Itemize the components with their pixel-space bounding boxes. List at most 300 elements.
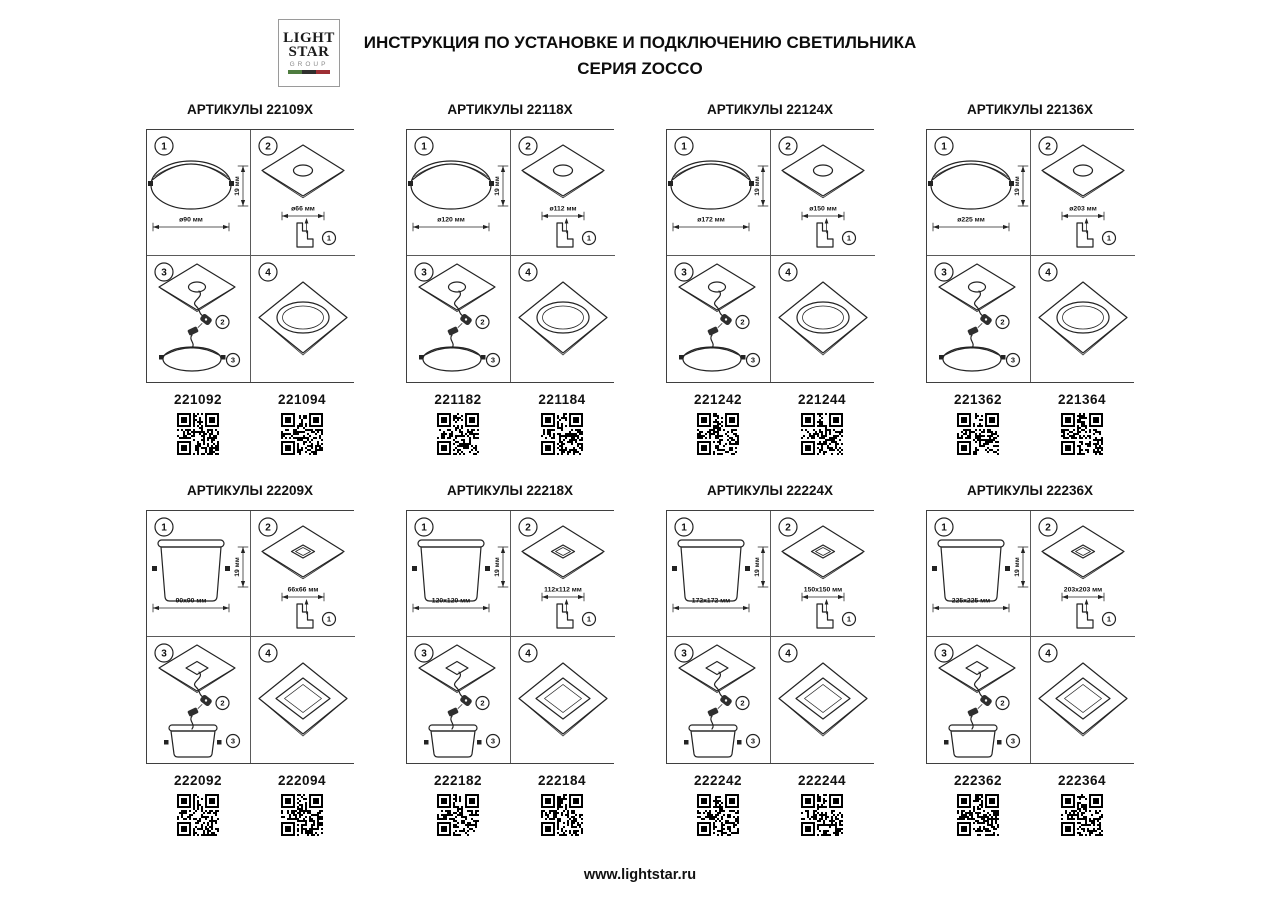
fixture-profile-icon xyxy=(147,511,251,637)
svg-text:90x90 мм: 90x90 мм xyxy=(175,597,207,605)
round-fixture-small xyxy=(939,347,1006,371)
ceiling-thickness-icon xyxy=(1077,218,1093,247)
svg-text:1: 1 xyxy=(681,141,687,153)
steps-grid xyxy=(146,510,354,764)
cutout-dimension xyxy=(802,206,844,221)
square-fixture-drawing xyxy=(932,540,1010,601)
product-panel xyxy=(666,102,874,457)
square-hole xyxy=(292,545,315,558)
article-number: 222184 xyxy=(537,773,587,788)
installed-fixture-icon xyxy=(251,637,355,763)
step-cell-4 xyxy=(511,637,615,763)
svg-text:112x112 мм: 112x112 мм xyxy=(544,586,582,594)
qr-code xyxy=(435,411,481,457)
article-right xyxy=(770,773,874,838)
wiring-diagram-icon xyxy=(927,637,1031,763)
cutout-dimension xyxy=(802,587,844,602)
wire-plug xyxy=(967,326,979,336)
wire-upper xyxy=(195,291,203,316)
panel-title: АРТИКУЛЫ 22224X xyxy=(707,483,833,498)
installed-fixture-icon xyxy=(771,256,875,382)
step-cell-1 xyxy=(667,130,771,256)
height-dimension xyxy=(494,547,508,587)
step-cell-1 xyxy=(407,130,511,256)
logo-text-light: LIGHT xyxy=(283,29,335,46)
ceiling-thickness-icon xyxy=(817,218,833,247)
qr-code xyxy=(175,792,221,838)
ceiling-thickness-icon xyxy=(817,599,833,628)
svg-text:1: 1 xyxy=(586,233,592,243)
ceiling-cutout-icon xyxy=(251,130,355,256)
wire-lower xyxy=(451,716,453,729)
round-fixture-drawing xyxy=(668,161,754,209)
step-cell-4 xyxy=(1031,637,1135,763)
round-hole xyxy=(814,165,833,176)
installed-fixture-icon xyxy=(511,637,615,763)
wiring-diagram-icon xyxy=(407,256,511,382)
svg-text:150x150 мм: 150x150 мм xyxy=(803,586,843,594)
installed-fixture-icon xyxy=(771,637,875,763)
wire-upper xyxy=(195,672,203,697)
article-left xyxy=(666,773,770,838)
svg-text:3: 3 xyxy=(941,267,947,279)
step-cell-2 xyxy=(1031,511,1135,637)
article-right xyxy=(1030,773,1134,838)
round-hole xyxy=(554,165,573,176)
installed-round xyxy=(537,302,589,333)
article-right xyxy=(250,773,354,838)
round-hole xyxy=(294,165,313,176)
wire-plug xyxy=(447,707,459,717)
article-number: 221094 xyxy=(277,392,327,407)
svg-text:1: 1 xyxy=(421,141,427,153)
svg-text:ø172 мм: ø172 мм xyxy=(697,216,725,224)
round-fixture-small xyxy=(159,347,226,371)
wire-lower xyxy=(971,716,973,729)
width-dimension xyxy=(413,217,489,232)
ceiling-thickness-icon xyxy=(1077,599,1093,628)
fixture-profile-icon xyxy=(407,130,511,256)
svg-text:2: 2 xyxy=(220,317,225,327)
wire-lower xyxy=(711,335,713,348)
qr-code xyxy=(435,792,481,838)
height-dimension xyxy=(754,166,768,206)
round-fixture-drawing xyxy=(408,161,494,209)
width-dimension xyxy=(153,598,229,613)
article-list xyxy=(666,773,874,838)
svg-text:1: 1 xyxy=(1106,233,1112,243)
article-right xyxy=(510,392,614,457)
steps-grid xyxy=(146,129,354,383)
step-cell-2 xyxy=(511,511,615,637)
svg-text:3: 3 xyxy=(490,355,496,365)
wire-plug xyxy=(447,326,459,336)
ceiling-thickness-icon xyxy=(557,218,573,247)
height-dimension xyxy=(494,166,508,206)
svg-text:1: 1 xyxy=(421,522,427,534)
svg-text:ø112 мм: ø112 мм xyxy=(549,205,577,213)
step-cell-1 xyxy=(147,511,251,637)
product-panel xyxy=(406,483,614,838)
svg-text:ø90 мм: ø90 мм xyxy=(179,216,203,224)
svg-text:2: 2 xyxy=(740,698,745,708)
svg-text:2: 2 xyxy=(740,317,745,327)
width-dimension xyxy=(673,217,749,232)
ceiling-cutout-icon xyxy=(511,511,615,637)
product-panel xyxy=(926,483,1134,838)
step-cell-1 xyxy=(927,511,1031,637)
svg-text:19 мм: 19 мм xyxy=(754,176,761,196)
svg-text:2: 2 xyxy=(480,317,485,327)
article-number: 222094 xyxy=(277,773,327,788)
step-cell-2 xyxy=(251,511,355,637)
step-cell-4 xyxy=(511,256,615,382)
article-number: 221092 xyxy=(173,392,223,407)
wiring-diagram-icon xyxy=(927,256,1031,382)
round-fixture-drawing xyxy=(148,161,234,209)
svg-text:ø120 мм: ø120 мм xyxy=(437,216,465,224)
svg-text:19 мм: 19 мм xyxy=(1014,176,1021,196)
article-left xyxy=(406,773,510,838)
square-fixture-small xyxy=(424,725,482,757)
installed-fixture-icon xyxy=(1031,637,1135,763)
step-cell-1 xyxy=(667,511,771,637)
width-dimension xyxy=(413,598,489,613)
svg-text:2: 2 xyxy=(265,522,271,534)
square-fixture-small xyxy=(944,725,1002,757)
article-number: 222364 xyxy=(1057,773,1107,788)
svg-text:3: 3 xyxy=(681,267,687,279)
svg-text:120x120 мм: 120x120 мм xyxy=(431,597,471,605)
svg-text:1: 1 xyxy=(326,614,332,624)
footer-url: www.lightstar.ru xyxy=(583,867,697,883)
qr-code xyxy=(955,792,1001,838)
qr-code xyxy=(695,411,741,457)
qr-code xyxy=(955,411,1001,457)
width-dimension xyxy=(153,217,229,232)
article-list xyxy=(146,773,354,838)
wiring-diagram-icon xyxy=(407,637,511,763)
wire-upper xyxy=(975,672,983,697)
cutout-dimension xyxy=(1062,587,1104,602)
wire-lower xyxy=(191,716,193,729)
wire-upper xyxy=(715,291,723,316)
article-number: 221184 xyxy=(538,392,586,407)
svg-text:3: 3 xyxy=(421,267,427,279)
article-left xyxy=(146,773,250,838)
wiring-diagram-icon xyxy=(147,637,251,763)
logo-text-star: STAR xyxy=(288,43,330,60)
qr-code xyxy=(1059,411,1105,457)
square-hole xyxy=(552,545,575,558)
svg-text:3: 3 xyxy=(1010,355,1016,365)
svg-text:1: 1 xyxy=(941,141,947,153)
square-fixture-small xyxy=(684,725,742,757)
round-hole xyxy=(1074,165,1093,176)
panel-title: АРТИКУЛЫ 22236X xyxy=(967,483,1093,498)
panel-title: АРТИКУЛЫ 22136X xyxy=(967,102,1093,117)
page-title xyxy=(0,0,1280,83)
steps-grid xyxy=(406,510,614,764)
steps-grid xyxy=(666,129,874,383)
steps-grid xyxy=(926,510,1134,764)
article-list xyxy=(406,773,614,838)
cutout-dimension xyxy=(282,206,324,221)
article-list xyxy=(146,392,354,457)
article-right xyxy=(770,392,874,457)
step-cell-1 xyxy=(927,130,1031,256)
product-panel xyxy=(926,102,1134,457)
fixture-profile-icon xyxy=(407,511,511,637)
svg-text:3: 3 xyxy=(161,648,167,660)
wire-plug xyxy=(187,326,199,336)
step-cell-1 xyxy=(407,511,511,637)
ceiling-thickness-icon xyxy=(297,218,313,247)
panel-title: АРТИКУЛЫ 22209X xyxy=(187,483,313,498)
article-number: 221182 xyxy=(434,392,482,407)
article-number: 222244 xyxy=(797,773,847,788)
svg-text:19 мм: 19 мм xyxy=(234,176,241,196)
installed-round xyxy=(277,302,329,333)
svg-text:ø66 мм: ø66 мм xyxy=(291,205,315,213)
wire-upper xyxy=(455,291,463,316)
article-number: 222242 xyxy=(693,773,743,788)
panel-row-round xyxy=(0,102,1280,457)
installed-square xyxy=(1056,678,1110,719)
article-list xyxy=(926,773,1134,838)
svg-text:1: 1 xyxy=(326,233,332,243)
product-panel xyxy=(666,483,874,838)
qr-code xyxy=(695,792,741,838)
round-fixture-drawing xyxy=(928,161,1014,209)
product-panel xyxy=(146,483,354,838)
wire-lower xyxy=(191,335,193,348)
ceiling-cutout-icon xyxy=(1031,511,1135,637)
ceiling-cutout-icon xyxy=(1031,130,1135,256)
qr-code xyxy=(1059,792,1105,838)
article-number: 221242 xyxy=(693,392,743,407)
article-number: 222362 xyxy=(953,773,1003,788)
article-number: 221364 xyxy=(1057,392,1107,407)
panel-row-square xyxy=(0,483,1280,838)
qr-code xyxy=(279,411,325,457)
ceiling-cutout-icon xyxy=(771,511,875,637)
svg-text:2: 2 xyxy=(220,698,225,708)
cutout-dimension xyxy=(1062,206,1104,221)
svg-text:2: 2 xyxy=(785,522,791,534)
svg-text:3: 3 xyxy=(490,736,496,746)
width-dimension xyxy=(933,217,1009,232)
svg-text:2: 2 xyxy=(1045,141,1051,153)
step-cell-3 xyxy=(667,637,771,763)
step-cell-1 xyxy=(147,130,251,256)
wire-lower xyxy=(711,716,713,729)
step-cell-3 xyxy=(667,256,771,382)
svg-text:2: 2 xyxy=(785,141,791,153)
wire-plug xyxy=(707,326,719,336)
installed-fixture-icon xyxy=(251,256,355,382)
article-left xyxy=(406,392,510,457)
svg-text:3: 3 xyxy=(681,648,687,660)
svg-text:225x225 мм: 225x225 мм xyxy=(951,597,991,605)
ceiling-thickness-icon xyxy=(297,599,313,628)
cutout-dimension xyxy=(542,206,584,221)
step-cell-2 xyxy=(1031,130,1135,256)
svg-text:4: 4 xyxy=(525,267,531,279)
svg-text:172x172 мм: 172x172 мм xyxy=(691,597,731,605)
page-title-line1: ИНСТРУКЦИЯ ПО УСТАНОВКЕ И ПОДКЛЮЧЕНИЮ СВЕТИЛЬНИКА xyxy=(363,33,917,52)
installed-fixture-icon xyxy=(1031,256,1135,382)
page-title-line2: СЕРИЯ ZOCCO xyxy=(577,59,703,79)
svg-text:19 мм: 19 мм xyxy=(494,557,501,577)
lightstar-logo xyxy=(278,19,340,87)
installed-square xyxy=(276,678,330,719)
article-list xyxy=(666,392,874,457)
square-fixture-drawing xyxy=(672,540,750,601)
square-hole xyxy=(1072,545,1095,558)
installed-square xyxy=(536,678,590,719)
width-dimension xyxy=(933,598,1009,613)
article-right xyxy=(510,773,614,838)
height-dimension xyxy=(1014,547,1028,587)
svg-text:1: 1 xyxy=(1106,614,1112,624)
width-dimension xyxy=(673,598,749,613)
svg-text:2: 2 xyxy=(525,141,531,153)
wiring-diagram-icon xyxy=(667,256,771,382)
article-number: 221362 xyxy=(953,392,1003,407)
article-left xyxy=(146,392,250,457)
svg-text:203x203 мм: 203x203 мм xyxy=(1063,586,1103,594)
wire-plug xyxy=(187,707,199,717)
wire-lower xyxy=(971,335,973,348)
svg-text:2: 2 xyxy=(525,522,531,534)
fixture-profile-icon xyxy=(147,130,251,256)
square-fixture-drawing xyxy=(152,540,230,601)
step-cell-3 xyxy=(927,256,1031,382)
svg-text:3: 3 xyxy=(1010,736,1016,746)
qr-code xyxy=(175,411,221,457)
article-list xyxy=(406,392,614,457)
panel-title: АРТИКУЛЫ 22218X xyxy=(447,483,573,498)
panel-title: АРТИКУЛЫ 22124X xyxy=(707,102,833,117)
svg-text:1: 1 xyxy=(161,522,167,534)
italian-flag-stripe xyxy=(288,70,330,74)
step-cell-3 xyxy=(147,637,251,763)
svg-text:3: 3 xyxy=(230,355,236,365)
article-number: 222182 xyxy=(433,773,483,788)
qr-code xyxy=(539,411,585,457)
wire-plug xyxy=(967,707,979,717)
step-cell-4 xyxy=(251,637,355,763)
svg-text:2: 2 xyxy=(1045,522,1051,534)
svg-text:3: 3 xyxy=(750,736,756,746)
wiring-diagram-icon xyxy=(147,256,251,382)
svg-text:2: 2 xyxy=(480,698,485,708)
article-number: 221244 xyxy=(797,392,847,407)
article-left xyxy=(926,392,1030,457)
panel-title: АРТИКУЛЫ 22118X xyxy=(447,102,573,117)
cutout-dimension xyxy=(542,587,584,602)
wire-plug xyxy=(707,707,719,717)
svg-text:4: 4 xyxy=(1045,648,1051,660)
height-dimension xyxy=(1014,166,1028,206)
svg-text:4: 4 xyxy=(1045,267,1051,279)
svg-text:2: 2 xyxy=(265,141,271,153)
step-cell-2 xyxy=(771,130,875,256)
svg-text:3: 3 xyxy=(941,648,947,660)
wire-lower xyxy=(451,335,453,348)
steps-grid xyxy=(666,510,874,764)
step-cell-2 xyxy=(771,511,875,637)
ceiling-cutout-icon xyxy=(771,130,875,256)
height-dimension xyxy=(754,547,768,587)
article-right xyxy=(1030,392,1134,457)
svg-text:66x66 мм: 66x66 мм xyxy=(287,586,319,594)
svg-text:1: 1 xyxy=(846,614,852,624)
step-cell-3 xyxy=(927,637,1031,763)
article-left xyxy=(666,392,770,457)
ceiling-thickness-icon xyxy=(557,599,573,628)
step-cell-4 xyxy=(1031,256,1135,382)
steps-grid xyxy=(406,129,614,383)
svg-text:19 мм: 19 мм xyxy=(1014,557,1021,577)
ceiling-cutout-icon xyxy=(511,130,615,256)
svg-text:1: 1 xyxy=(681,522,687,534)
svg-text:19 мм: 19 мм xyxy=(494,176,501,196)
svg-text:3: 3 xyxy=(230,736,236,746)
wire-upper xyxy=(455,672,463,697)
svg-text:1: 1 xyxy=(161,141,167,153)
logo-text-group: GROUP xyxy=(289,61,329,69)
step-cell-3 xyxy=(407,637,511,763)
height-dimension xyxy=(234,166,248,206)
article-right xyxy=(250,392,354,457)
wiring-diagram-icon xyxy=(667,637,771,763)
installed-round xyxy=(1057,302,1109,333)
article-left xyxy=(926,773,1030,838)
svg-text:3: 3 xyxy=(750,355,756,365)
product-panel xyxy=(146,102,354,457)
svg-text:3: 3 xyxy=(421,648,427,660)
product-panel xyxy=(406,102,614,457)
square-fixture-small xyxy=(164,725,222,757)
step-cell-3 xyxy=(407,256,511,382)
step-cell-3 xyxy=(147,256,251,382)
step-cell-4 xyxy=(771,256,875,382)
svg-text:4: 4 xyxy=(265,267,271,279)
qr-code xyxy=(539,792,585,838)
article-number: 222092 xyxy=(173,773,223,788)
ceiling-cutout-icon xyxy=(251,511,355,637)
installed-fixture-icon xyxy=(511,256,615,382)
step-cell-4 xyxy=(771,637,875,763)
svg-text:2: 2 xyxy=(1000,698,1005,708)
steps-grid xyxy=(926,129,1134,383)
svg-text:ø150 мм: ø150 мм xyxy=(809,205,837,213)
fixture-profile-icon xyxy=(927,130,1031,256)
fixture-profile-icon xyxy=(667,511,771,637)
step-cell-4 xyxy=(251,256,355,382)
svg-text:2: 2 xyxy=(1000,317,1005,327)
article-list xyxy=(926,392,1134,457)
installed-round xyxy=(797,302,849,333)
qr-code xyxy=(799,792,845,838)
svg-text:1: 1 xyxy=(586,614,592,624)
svg-text:1: 1 xyxy=(941,522,947,534)
panel-title: АРТИКУЛЫ 22109X xyxy=(187,102,313,117)
wire-upper xyxy=(975,291,983,316)
wire-upper xyxy=(715,672,723,697)
